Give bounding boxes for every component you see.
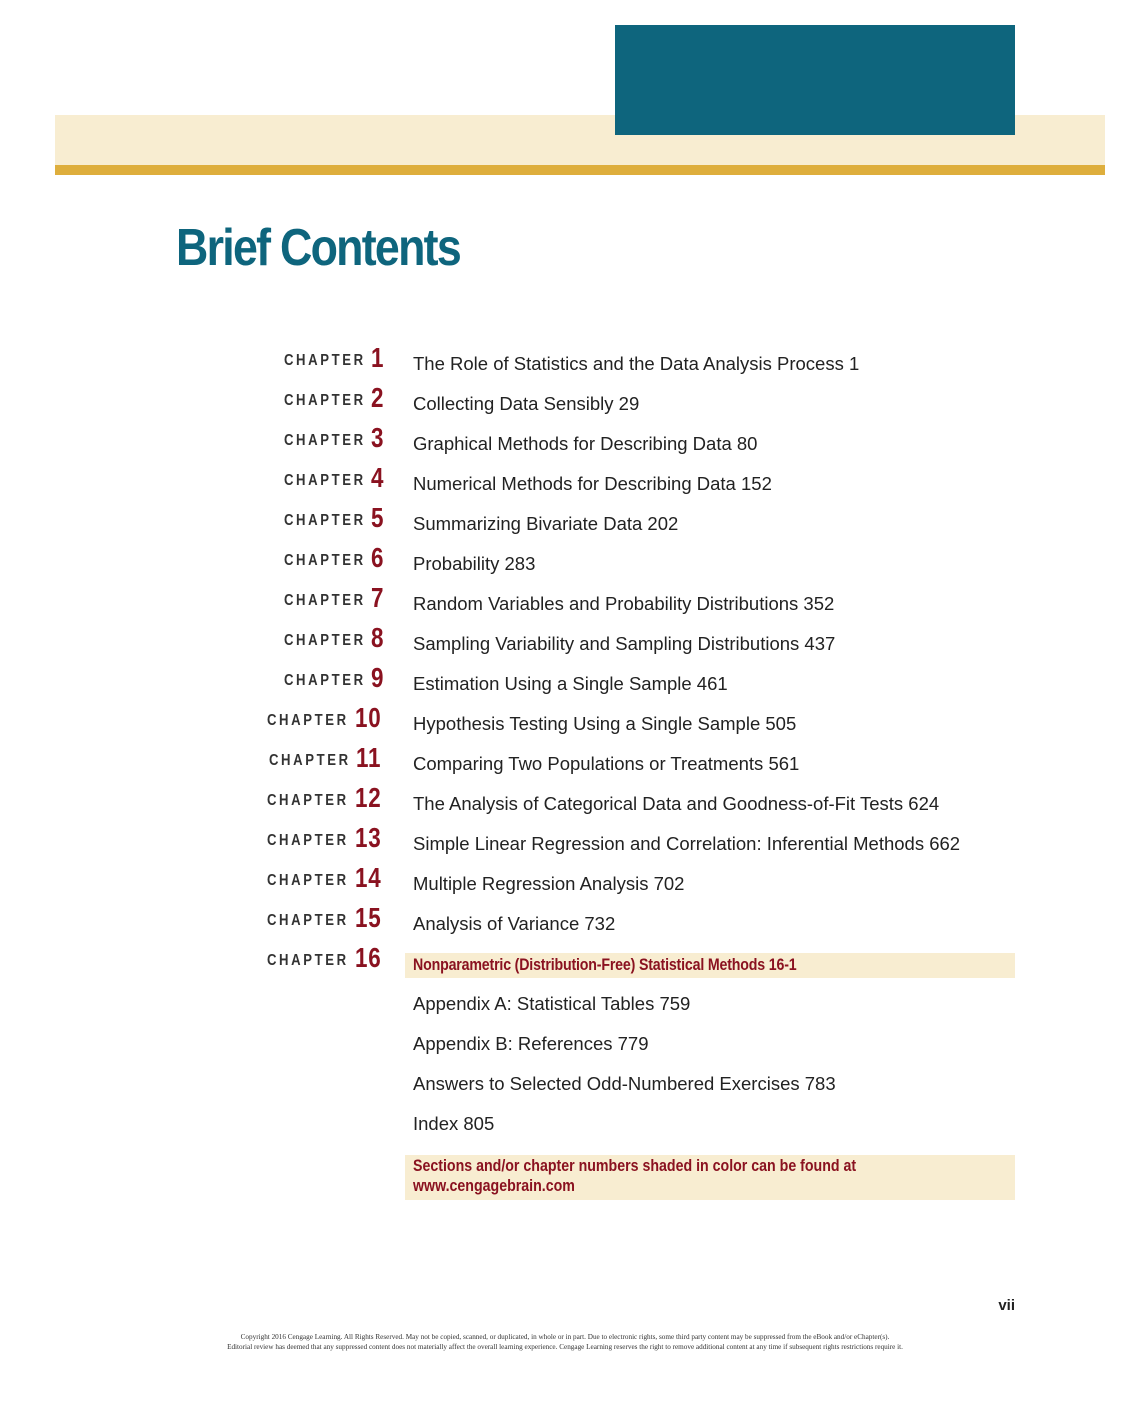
back-matter-title: Index 805 [413, 1113, 495, 1134]
chapter-number: 16 [354, 942, 382, 973]
copyright-line-2: Editorial review has deemed that any suppressed content does not materially affect the overall learning experience. Cengage Learning reserves the right to remove additional content at any time if subsequent rights restrictions require it. [227, 1343, 903, 1351]
toc-row-appendix-b[interactable] [0, 1024, 1130, 1064]
note-text [413, 1156, 1015, 1196]
toc-row-chapter-16[interactable] [0, 944, 1130, 984]
chapter-label [266, 584, 388, 624]
chapter-label [266, 384, 388, 424]
chapter-word: CHAPTER [268, 752, 351, 769]
chapter-title: Estimation Using a Single Sample 461 [413, 673, 728, 694]
chapter-number: 13 [354, 822, 382, 853]
chapter-number: 3 [371, 422, 385, 453]
chapter-title: Multiple Regression Analysis 702 [413, 873, 685, 894]
chapter-number: 2 [371, 382, 385, 413]
chapter-label [266, 464, 388, 504]
toc-row-chapter-8[interactable] [0, 624, 1130, 664]
chapter-number: 1 [371, 342, 385, 373]
chapter-label [249, 864, 388, 904]
toc-row-chapter-5[interactable] [0, 504, 1130, 544]
chapter-word: CHAPTER [267, 712, 349, 729]
chapter-word: CHAPTER [283, 592, 366, 609]
chapter-word: CHAPTER [267, 832, 349, 849]
back-matter-title: Appendix A: Statistical Tables 759 [413, 993, 691, 1014]
chapter-word: CHAPTER [267, 912, 349, 929]
chapter-number: 15 [354, 902, 382, 933]
note-line-1: Sections and/or chapter numbers shaded in color can be found at [413, 1157, 857, 1175]
chapter-title: Collecting Data Sensibly 29 [413, 393, 640, 414]
copyright-notice [0, 1332, 1130, 1352]
chapter-label [266, 544, 388, 584]
chapter-title: The Analysis of Categorical Data and Goodness-of-Fit Tests 624 [413, 793, 940, 814]
chapter-number: 9 [371, 662, 385, 693]
chapter-title: Graphical Methods for Describing Data 80 [413, 433, 758, 454]
chapter-word: CHAPTER [283, 672, 366, 689]
online-content-note [405, 1155, 1015, 1200]
chapter-number: 12 [354, 782, 382, 813]
chapter-number: 10 [354, 702, 382, 733]
table-of-contents [0, 344, 1130, 1144]
chapter-word: CHAPTER [283, 512, 366, 529]
toc-row-answers[interactable] [0, 1064, 1130, 1104]
chapter-label [249, 784, 388, 824]
toc-row-chapter-14[interactable] [0, 864, 1130, 904]
chapter-label [249, 904, 388, 944]
chapter-word: CHAPTER [283, 552, 366, 569]
chapter-title: Simple Linear Regression and Correlation: Inferential Methods 662 [413, 833, 961, 854]
toc-row-chapter-3[interactable] [0, 424, 1130, 464]
back-matter-title: Answers to Selected Odd-Numbered Exercises 783 [413, 1073, 836, 1094]
toc-row-chapter-11[interactable] [0, 744, 1130, 784]
header-teal-block-overlay [615, 25, 1015, 135]
chapter-title: Analysis of Variance 732 [413, 913, 616, 934]
chapter-title: Numerical Methods for Describing Data 152 [413, 473, 772, 494]
chapter-number: 5 [371, 502, 385, 533]
chapter-title: Comparing Two Populations or Treatments 561 [413, 753, 800, 774]
chapter-title: Random Variables and Probability Distributions 352 [413, 593, 835, 614]
toc-row-chapter-10[interactable] [0, 704, 1130, 744]
chapter-word: CHAPTER [283, 472, 366, 489]
toc-row-chapter-13[interactable] [0, 824, 1130, 864]
chapter-label [266, 664, 388, 704]
chapter-number: 8 [371, 622, 385, 653]
toc-row-chapter-4[interactable] [0, 464, 1130, 504]
note-link-cengagebrain[interactable]: www.cengagebrain.com [413, 1177, 575, 1195]
chapter-word: CHAPTER [267, 952, 349, 969]
chapter-label [249, 704, 388, 744]
toc-row-chapter-12[interactable] [0, 784, 1130, 824]
chapter-number: 6 [371, 542, 385, 573]
back-matter-title: Appendix B: References 779 [413, 1033, 649, 1054]
toc-row-chapter-1[interactable] [0, 344, 1130, 384]
toc-row-chapter-15[interactable] [0, 904, 1130, 944]
chapter-label [249, 824, 388, 864]
chapter-title: Hypothesis Testing Using a Single Sample 505 [413, 713, 797, 734]
chapter-word: CHAPTER [267, 872, 349, 889]
chapter-word: CHAPTER [267, 792, 349, 809]
page-title: Brief Contents [176, 219, 461, 277]
page-number: vii [998, 1297, 1015, 1314]
chapter-word: CHAPTER [283, 392, 366, 409]
chapter-title: Probability 283 [413, 553, 536, 574]
chapter-label [249, 944, 388, 984]
chapter-number: 14 [354, 862, 382, 893]
toc-row-chapter-7[interactable] [0, 584, 1130, 624]
chapter-number: 11 [356, 742, 382, 773]
chapter-title: The Role of Statistics and the Data Analysis Process 1 [413, 353, 860, 374]
header-gold-rule [55, 165, 1105, 175]
chapter-label [251, 744, 388, 784]
chapter-word: CHAPTER [283, 352, 366, 369]
toc-row-chapter-6[interactable] [0, 544, 1130, 584]
chapter-label [266, 624, 388, 664]
chapter-title: Summarizing Bivariate Data 202 [413, 513, 679, 534]
chapter-label [266, 504, 388, 544]
chapter-label [266, 424, 388, 464]
toc-row-chapter-9[interactable] [0, 664, 1130, 704]
chapter-title: Nonparametric (Distribution-Free) Statistical Methods 16-1 [413, 956, 797, 974]
chapter-word: CHAPTER [283, 632, 366, 649]
copyright-line-1: Copyright 2016 Cengage Learning. All Rights Reserved. May not be copied, scanned, or duplicated, in whole or in part. Due to electronic rights, some third party content may be suppressed from the eBook and/or eChapter(s). [240, 1333, 890, 1341]
chapter-word: CHAPTER [283, 432, 366, 449]
toc-row-chapter-2[interactable] [0, 384, 1130, 424]
chapter-label [266, 344, 388, 384]
toc-row-index[interactable] [0, 1104, 1130, 1144]
toc-row-appendix-a[interactable] [0, 984, 1130, 1024]
chapter-number: 4 [371, 462, 385, 493]
chapter-number: 7 [371, 582, 385, 613]
chapter-title: Sampling Variability and Sampling Distributions 437 [413, 633, 836, 654]
